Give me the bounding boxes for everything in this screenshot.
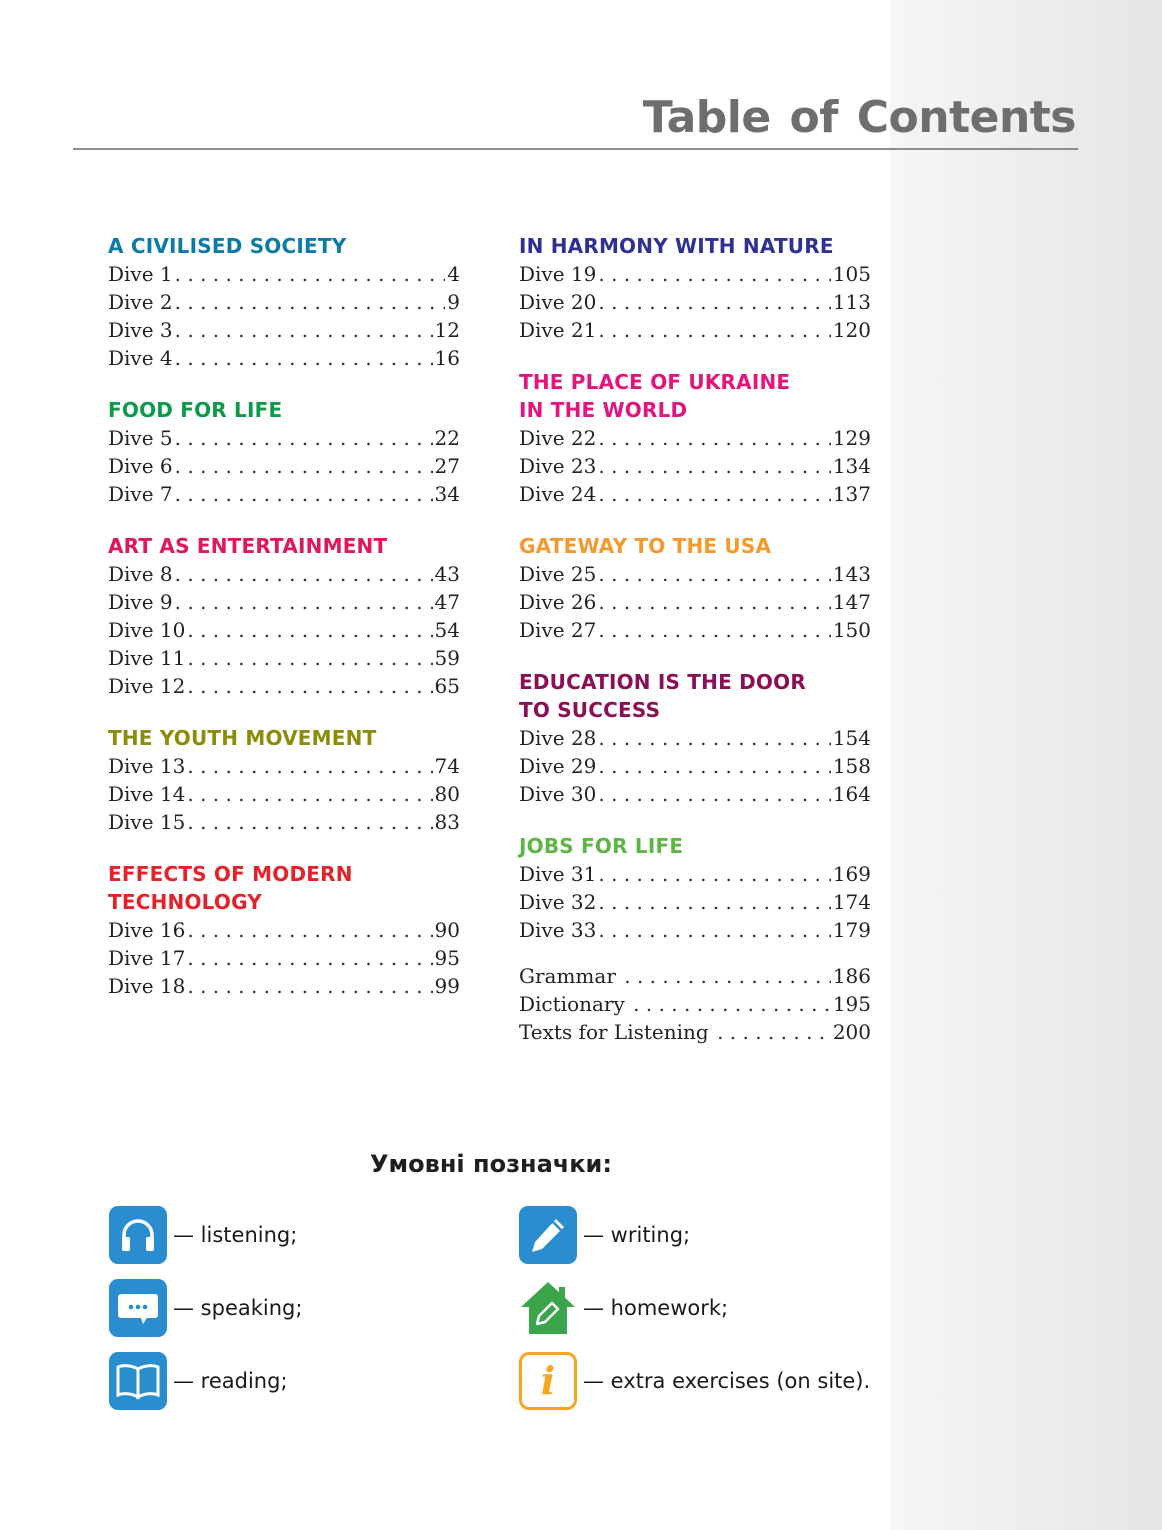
- page-number: 134: [832, 454, 871, 478]
- entry-label: Dive 18: [108, 974, 186, 998]
- legend-label: — extra exercises (on site).: [583, 1369, 871, 1393]
- dot-leader: [598, 588, 830, 616]
- entry-label: Dive 10: [108, 618, 186, 642]
- dot-leader: [598, 860, 830, 888]
- toc-entry[interactable]: [519, 916, 871, 944]
- legend-title: Умовні позначки:: [370, 1150, 612, 1178]
- legend-item-listening: [109, 1206, 297, 1264]
- page-number: 174: [832, 890, 871, 914]
- dot-leader: [175, 344, 433, 372]
- toc-entry[interactable]: [519, 888, 871, 916]
- section-title: EFFECTS OF MODERN TECHNOLOGY: [108, 862, 353, 914]
- dot-leader: [187, 616, 432, 644]
- toc-entry[interactable]: [519, 616, 871, 644]
- entry-label: Grammar: [519, 964, 623, 988]
- page-number: 164: [832, 782, 871, 806]
- dot-leader: [187, 780, 432, 808]
- page-number: 16: [434, 346, 460, 370]
- page-number: 154: [832, 726, 871, 750]
- toc-entry[interactable]: [519, 560, 871, 588]
- entry-label: Dive 25: [519, 562, 597, 586]
- toc-entry[interactable]: [108, 752, 460, 780]
- section-title: FOOD FOR LIFE: [108, 398, 283, 422]
- toc-section: [108, 396, 460, 508]
- toc-entry[interactable]: [519, 480, 871, 508]
- toc-entry[interactable]: [108, 672, 460, 700]
- section-title: ART AS ENTERTAINMENT: [108, 534, 388, 558]
- page-number: 137: [832, 482, 871, 506]
- page-number: 105: [832, 262, 871, 286]
- legend-label: — homework;: [583, 1296, 729, 1320]
- legend-item-homework: [519, 1279, 728, 1337]
- toc-entry[interactable]: [519, 860, 871, 888]
- headphones-icon: [109, 1206, 167, 1264]
- dot-leader: [598, 616, 830, 644]
- page-number: 120: [832, 318, 871, 342]
- entry-label: Dive 31: [519, 862, 597, 886]
- toc-entry[interactable]: [519, 1018, 871, 1046]
- section-title: GATEWAY TO THE USA: [519, 534, 772, 558]
- section-title: THE PLACE OF UKRAINE IN THE WORLD: [519, 370, 791, 422]
- page-number: 113: [832, 290, 871, 314]
- entry-label: Dive 21: [519, 318, 597, 342]
- dot-leader: [598, 480, 830, 508]
- toc-entry[interactable]: [108, 616, 460, 644]
- entry-label: Dictionary: [519, 992, 632, 1016]
- toc-entry[interactable]: [519, 752, 871, 780]
- house-pencil-icon: [519, 1279, 577, 1337]
- page-number: 65: [434, 674, 460, 698]
- toc-entry[interactable]: [108, 260, 460, 288]
- dot-leader: [175, 480, 433, 508]
- page-number: 99: [434, 974, 460, 998]
- page-number: 54: [434, 618, 460, 642]
- dot-leader: [175, 316, 433, 344]
- info-icon: i: [519, 1352, 577, 1410]
- entry-label: Dive 19: [519, 262, 597, 286]
- page-number: 59: [434, 646, 460, 670]
- entry-label: Dive 15: [108, 810, 186, 834]
- toc-section: [519, 232, 871, 344]
- page-number: 90: [434, 918, 460, 942]
- toc-entry[interactable]: [519, 724, 871, 752]
- legend-label: — writing;: [583, 1223, 691, 1247]
- dot-leader: [598, 560, 830, 588]
- entry-label: Dive 13: [108, 754, 186, 778]
- page-number: 9: [447, 290, 460, 314]
- toc-entry[interactable]: [108, 916, 460, 944]
- entry-label: Dive 1: [108, 262, 173, 286]
- toc-section: [108, 724, 460, 836]
- toc-entry[interactable]: [108, 288, 460, 316]
- toc-entry[interactable]: [519, 424, 871, 452]
- entry-label: Dive 8: [108, 562, 173, 586]
- toc-entry[interactable]: [519, 452, 871, 480]
- dot-leader: [598, 888, 830, 916]
- entry-label: Dive 27: [519, 618, 597, 642]
- toc-section: [108, 860, 460, 1000]
- toc-section: [108, 232, 460, 372]
- dot-leader: [187, 944, 432, 972]
- dot-leader: [187, 808, 432, 836]
- entry-label: Dive 4: [108, 346, 173, 370]
- dot-leader: [175, 452, 433, 480]
- toc-entry[interactable]: [519, 990, 871, 1018]
- dot-leader: [175, 288, 446, 316]
- toc-entry[interactable]: [108, 644, 460, 672]
- dot-leader: [175, 260, 446, 288]
- legend-item-writing: [519, 1206, 690, 1264]
- entry-label: Dive 32: [519, 890, 597, 914]
- entry-label: Dive 7: [108, 482, 173, 506]
- page-number: 47: [434, 590, 460, 614]
- entry-label: Dive 16: [108, 918, 186, 942]
- toc-entry[interactable]: [108, 480, 460, 508]
- toc-entry[interactable]: [108, 424, 460, 452]
- entry-label: Dive 29: [519, 754, 597, 778]
- entry-label: Dive 22: [519, 426, 597, 450]
- page-number: 147: [832, 590, 871, 614]
- toc-entry[interactable]: [108, 316, 460, 344]
- section-title: EDUCATION IS THE DOOR TO SUCCESS: [519, 670, 806, 722]
- page-number: 186: [832, 964, 871, 988]
- toc-section: [519, 532, 871, 644]
- title-divider: [73, 148, 1078, 150]
- entry-label: Dive 5: [108, 426, 173, 450]
- page-number: 129: [832, 426, 871, 450]
- speech-bubble-icon: [109, 1279, 167, 1337]
- toc-entry[interactable]: [519, 288, 871, 316]
- dot-leader: [598, 752, 830, 780]
- toc-column-right: [519, 232, 871, 1046]
- toc-entry[interactable]: [108, 344, 460, 372]
- toc-entry[interactable]: [108, 808, 460, 836]
- entry-label: Dive 33: [519, 918, 597, 942]
- entry-label: Dive 20: [519, 290, 597, 314]
- pencil-icon: [519, 1206, 577, 1264]
- toc-section: [108, 532, 460, 700]
- dot-leader: [624, 962, 831, 990]
- page-number: 195: [832, 992, 871, 1016]
- dot-leader: [598, 724, 830, 752]
- dot-leader: [598, 916, 830, 944]
- page-number: 80: [434, 782, 460, 806]
- entry-label: Dive 24: [519, 482, 597, 506]
- legend-item-reading: [109, 1352, 288, 1410]
- page-number: 169: [832, 862, 871, 886]
- entry-label: Dive 3: [108, 318, 173, 342]
- toc-entry[interactable]: [108, 972, 460, 1000]
- toc-entry[interactable]: [108, 780, 460, 808]
- toc-entry[interactable]: [519, 260, 871, 288]
- dot-leader: [187, 644, 432, 672]
- legend-item-extra: [519, 1352, 870, 1410]
- page-number: 83: [434, 810, 460, 834]
- entry-label: Dive 9: [108, 590, 173, 614]
- entry-label: Dive 12: [108, 674, 186, 698]
- legend-label: — reading;: [173, 1369, 288, 1393]
- toc-section: [519, 368, 871, 508]
- toc-entry[interactable]: [108, 452, 460, 480]
- toc-section: [519, 668, 871, 808]
- legend-label: — speaking;: [173, 1296, 303, 1320]
- page-number: 4: [447, 262, 460, 286]
- entry-label: Dive 6: [108, 454, 173, 478]
- page-number: 43: [434, 562, 460, 586]
- section-title: JOBS FOR LIFE: [519, 834, 684, 858]
- open-book-icon: [109, 1352, 167, 1410]
- side-band: [890, 0, 1162, 1530]
- section-title: THE YOUTH MOVEMENT: [108, 726, 377, 750]
- dot-leader: [633, 990, 831, 1018]
- entry-label: Dive 30: [519, 782, 597, 806]
- toc-column-left: [108, 232, 460, 1000]
- dot-leader: [187, 972, 432, 1000]
- dot-leader: [598, 424, 830, 452]
- toc-entry[interactable]: [108, 944, 460, 972]
- entry-label: Dive 17: [108, 946, 186, 970]
- page-title: Table of Contents: [642, 92, 1076, 143]
- dot-leader: [175, 560, 433, 588]
- page-number: 150: [832, 618, 871, 642]
- dot-leader: [187, 672, 432, 700]
- entry-label: Dive 11: [108, 646, 186, 670]
- page-number: 27: [434, 454, 460, 478]
- page-number: 12: [434, 318, 460, 342]
- page-number: 143: [832, 562, 871, 586]
- toc-entry[interactable]: [519, 962, 871, 990]
- page-number: 34: [434, 482, 460, 506]
- page-number: 22: [434, 426, 460, 450]
- toc-entry[interactable]: [108, 560, 460, 588]
- toc-entry[interactable]: [519, 588, 871, 616]
- page-number: 200: [832, 1020, 871, 1044]
- dot-leader: [598, 288, 830, 316]
- section-title: A CIVILISED SOCIETY: [108, 234, 347, 258]
- page-number: 95: [434, 946, 460, 970]
- legend-label: — listening;: [173, 1223, 298, 1247]
- page-number: 74: [434, 754, 460, 778]
- dot-leader: [598, 452, 830, 480]
- entry-label: Dive 23: [519, 454, 597, 478]
- dot-leader: [175, 588, 433, 616]
- entry-label: Texts for Listening: [519, 1020, 716, 1044]
- page-number: 179: [832, 918, 871, 942]
- dot-leader: [175, 424, 433, 452]
- page-number: 158: [832, 754, 871, 778]
- toc-entry[interactable]: [108, 588, 460, 616]
- dot-leader: [187, 916, 432, 944]
- section-title: IN HARMONY WITH NATURE: [519, 234, 834, 258]
- dot-leader: [187, 752, 432, 780]
- dot-leader: [717, 1018, 831, 1046]
- dot-leader: [598, 316, 830, 344]
- toc-section: [519, 832, 871, 944]
- toc-entry[interactable]: [519, 316, 871, 344]
- toc-entry[interactable]: [519, 780, 871, 808]
- legend-item-speaking: [109, 1279, 302, 1337]
- toc-section: [519, 962, 871, 1046]
- entry-label: Dive 2: [108, 290, 173, 314]
- dot-leader: [598, 780, 830, 808]
- entry-label: Dive 28: [519, 726, 597, 750]
- entry-label: Dive 26: [519, 590, 597, 614]
- entry-label: Dive 14: [108, 782, 186, 806]
- dot-leader: [598, 260, 830, 288]
